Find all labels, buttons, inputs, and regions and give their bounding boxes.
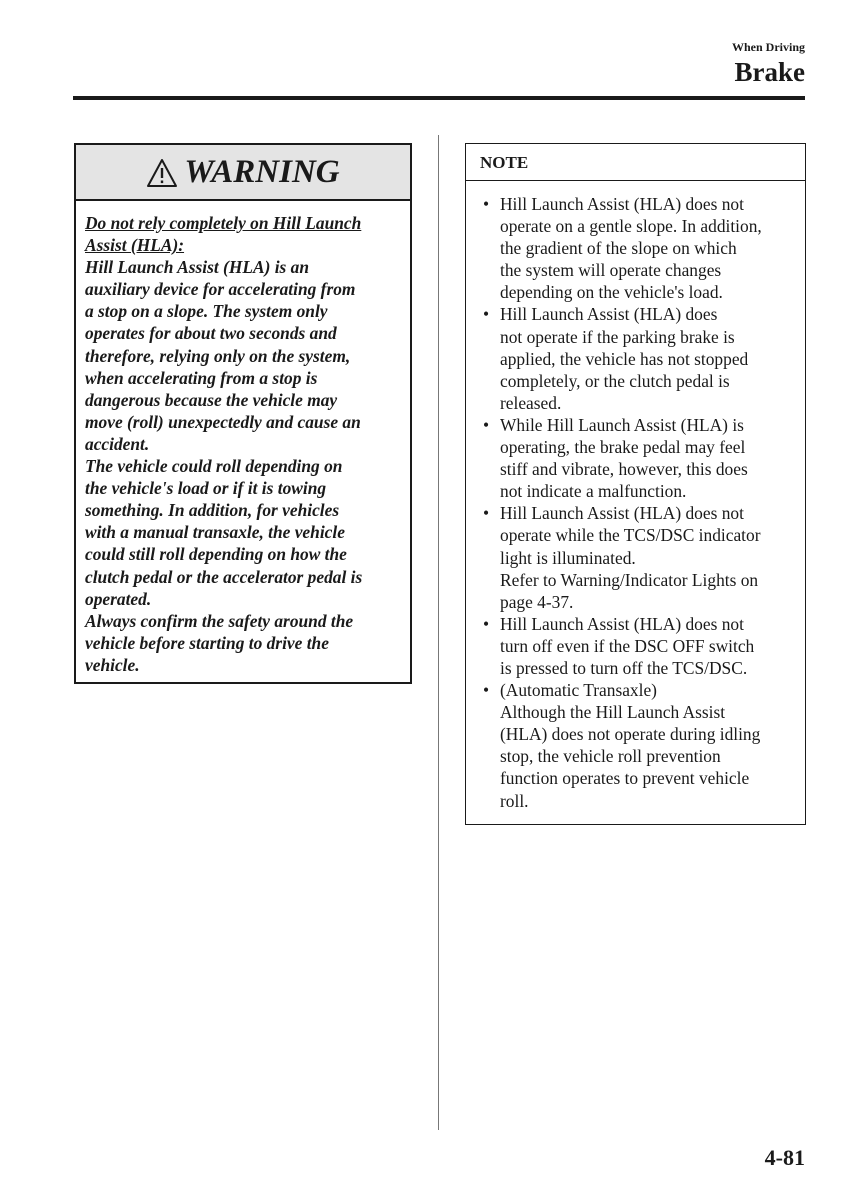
bullet: •: [483, 680, 490, 701]
note-text-line: (Automatic Transaxle): [500, 680, 657, 701]
note-text-line: roll.: [500, 790, 529, 811]
note-text-line: page 4-37.: [500, 591, 574, 612]
note-text-line: Hill Launch Assist (HLA) does not: [500, 613, 744, 634]
warning-text-line: accident.: [85, 433, 150, 454]
note-text-line: stop, the vehicle roll prevention: [500, 746, 721, 767]
note-text-line: is pressed to turn off the TCS/DSC.: [500, 657, 748, 678]
page-number: 4-81: [764, 1145, 805, 1170]
note-text-line: light is illuminated.: [500, 547, 636, 568]
warning-text-line: vehicle before starting to drive the: [85, 632, 329, 653]
column-divider: [438, 135, 439, 1130]
note-text-line: operate while the TCS/DSC indicator: [500, 525, 761, 546]
note-item: [466, 502, 805, 612]
bullet: •: [483, 613, 490, 634]
warning-box: [74, 143, 412, 684]
note-text-line: Refer to Warning/Indicator Lights on: [500, 569, 759, 590]
warning-text-line: something. In addition, for vehicles: [85, 500, 340, 521]
warning-text-line: clutch pedal or the accelerator pedal is: [85, 566, 363, 587]
note-text-line: turn off even if the DSC OFF switch: [500, 635, 755, 656]
bullet: •: [483, 503, 490, 524]
warning-body: [76, 201, 410, 676]
warning-text-line: a stop on a slope. The system only: [85, 301, 328, 322]
warning-text-line: move (roll) unexpectedly and cause an: [85, 411, 361, 432]
warning-text-line: could still roll depending on how the: [85, 544, 347, 565]
warning-text-line: operated.: [85, 588, 152, 609]
note-text-line: applied, the vehicle has not stopped: [500, 348, 749, 369]
note-text-line: not indicate a malfunction.: [500, 481, 687, 502]
note-text-line: the gradient of the slope on which: [500, 238, 737, 259]
note-text-line: While Hill Launch Assist (HLA) is: [500, 414, 744, 435]
note-header: NOTE: [466, 144, 805, 181]
note-item: [466, 613, 805, 679]
warning-text-line: the vehicle's load or if it is towing: [85, 478, 327, 499]
bullet: •: [483, 304, 490, 325]
note-item: [466, 193, 805, 303]
note-list: [466, 181, 805, 812]
warning-text-line: The vehicle could roll depending on: [85, 456, 343, 477]
warning-text-line: dangerous because the vehicle may: [85, 389, 338, 410]
note-item: [466, 414, 805, 502]
note-text-line: function operates to prevent vehicle: [500, 768, 750, 789]
warning-heading-line: Do not rely completely on Hill Launch: [85, 213, 362, 233]
note-text-line: the system will operate changes: [500, 260, 722, 281]
warning-header: [76, 145, 410, 201]
warning-text-line: operates for about two seconds and: [85, 323, 337, 344]
note-text-line: Hill Launch Assist (HLA) does not: [500, 503, 744, 524]
bullet: •: [483, 414, 490, 435]
note-text-line: operating, the brake pedal may feel: [500, 437, 746, 458]
warning-text-line: vehicle.: [85, 654, 140, 675]
section-header: When Driving: [731, 40, 805, 54]
note-text-line: released.: [500, 392, 562, 413]
note-text-line: Hill Launch Assist (HLA) does not: [500, 194, 744, 214]
note-text-line: operate on a gentle slope. In addition,: [500, 216, 762, 237]
warning-triangle-icon: [146, 158, 178, 188]
bullet: •: [483, 194, 490, 214]
note-text-line: depending on the vehicle's load.: [500, 282, 723, 303]
note-text-line: stiff and vibrate, however, this does: [500, 459, 748, 480]
warning-heading-line: Assist (HLA):: [85, 235, 185, 256]
note-text-line: Hill Launch Assist (HLA) does: [500, 304, 718, 325]
warning-label: WARNING: [184, 154, 340, 190]
note-item: [466, 679, 805, 812]
warning-text-line: when accelerating from a stop is: [85, 367, 318, 388]
page-title: Brake: [734, 57, 805, 87]
note-text-line: completely, or the clutch pedal is: [500, 370, 730, 391]
warning-text-line: Always confirm the safety around the: [85, 610, 354, 631]
note-box: [465, 143, 806, 825]
note-item: [466, 303, 805, 413]
note-text-line: Although the Hill Launch Assist: [500, 702, 726, 723]
note-text-line: (HLA) does not operate during idling: [500, 724, 761, 745]
note-text-line: not operate if the parking brake is: [500, 326, 735, 347]
warning-text-line: therefore, relying only on the system,: [85, 345, 351, 366]
warning-text-line: auxiliary device for accelerating from: [85, 279, 356, 300]
warning-text-line: Hill Launch Assist (HLA) is an: [85, 257, 310, 278]
warning-text-line: with a manual transaxle, the vehicle: [85, 522, 345, 543]
header-rule: [73, 96, 805, 100]
